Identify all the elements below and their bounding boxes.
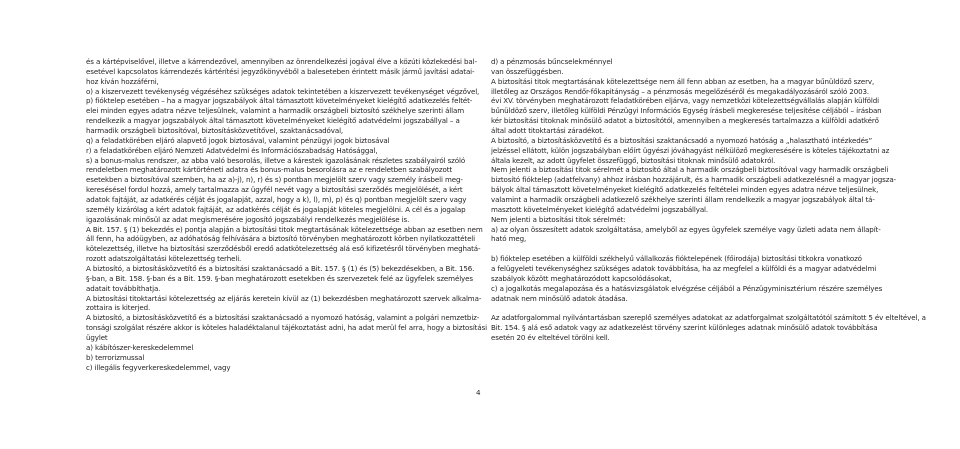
text-line: valamint a harmadik országbeli adatkezelő székhelye szerinti állam rendelkezik a magyar jogszabályok által tá- [491,195,875,205]
text-line: esetével kapcsolatos kárrendezés kártérítési jegyzőkönyvéből a baleseteben érintett másik jármű javítási adatai- [86,66,475,76]
text-line: ható meg, [491,234,527,244]
text-line: bályok által támasztott követelményeket kielégítő adatkezelés feltételei minden egyes adatra nézve teljesülnek, [491,185,879,195]
text-line: igazolásának minősül az adat megismerésére jogosító jogszabályi rendelkezés megjelölése is. [86,214,410,224]
page-number: 4 [476,388,481,397]
text-line: és a kártépviselővel, illetve a kárrendezővel, amennyiben az önrendelkezési jogával élve a közúti közlekedési bal- [86,57,477,66]
text-line: elei minden egyes adatra nézve teljesülnek, valamint a harmadik országbeli biztosító székhelye szerinti állam [86,106,465,116]
text-line: Nem jelenti a biztosítási titok sérelmét: [491,214,626,224]
text-line: van összefüggésben. [491,66,564,76]
paragraph-gap [491,303,891,313]
text-line: c) a jogalkotás megalapozása és a hatásvizsgálatok elvégzése céljából a Pénzügyminisztérium részére személyes [491,283,883,293]
text-line: zottaira is kiterjed. [86,303,151,313]
text-line: kötelezettség, illetve ha biztosítási szerződésből eredő adatkötelezettség alá eső kifizetésről törvényben meghatá- [86,244,481,254]
text-line: A Bit. 157. § (1) bekezdés e) pontja alapján a biztosítási titok megtartásának kötelezettsége abban az esetben nem [86,224,483,234]
text-line: A biztosítási titoktartási kötelezettség az eljárás keretein kívül az (1) bekezdésben meghatározott szervek alkalma- [86,293,482,303]
text-line: keresésésel fordul hozzá, amely tartalmazza az ügyfél nevét vagy a biztosítási szerződés megjelölését, a kért [86,185,463,195]
text-line: esetén 20 év elteltével törölni kell. [491,333,610,343]
text-line: adatait továbbíthatja. [86,283,161,293]
text-line: a) az olyan összesített adatok szolgáltatása, amelyből az egyes ügyfelek személye vagy üzleti adata nem állapít- [491,224,881,234]
text-line: s) a bonus-malus rendszer, az abba való besorolás, illetve a kárestek igazolásának részletes szabályairól szóló [86,155,466,165]
text-line: A biztosító, a biztosításközvetítő és a biztosítási szaktanácsadó a nyomozó hatóság a „halasztható intézkedés” [491,135,873,145]
text-line: által adott titoktartási záradékot. [491,126,604,136]
text-line: ügylet [86,333,108,343]
text-line: Bit. 154. § alá eső adatok vagy az adatkezelést törvény szerint különleges adatnak minősülő adatok továbbítása [491,323,878,333]
text-line: adatnak nem minősülő adatok átadása. [491,293,628,303]
text-line: illetőleg az Országos Rendőr-főkapitányság – a pénzmosás megelőzéséről és megakadályozásáról szóló 2003. [491,86,870,96]
text-line: masztott követelményeket kielégítő adatvédelmi jogszabállyal. [491,204,709,214]
text-line: A biztosító, a biztosításközvetítő és a biztosítási szaktanácsadó a nyomozó hatóság, valamint a polgári nemzetbiz- [86,313,480,323]
text-line: tonsági szolgálat részére akkor is köteles haladéktalanul tájékoztatást adni, ha adat merül fel arra, hogy a biztosítási [86,323,487,333]
left-column [86,57,487,373]
text-line: d) a pénzmosás bűncselekménnyel [491,57,613,66]
text-line: q) a feladatkörében eljáró alapvető jogok biztosával, valamint pénzügyi jogok biztosával [86,135,390,145]
text-line: rozott adatszolgáltatási kötelezettség terheli. [86,254,242,264]
text-line: harmadik országbeli biztosítóval, biztosításközvetítővel, szaktanácsadóval, [86,126,344,136]
text-line: c) illegális fegyverkereskedelemmel, vagy [86,362,231,372]
text-line: a) kábítószer-kereskedelemmel [86,342,194,352]
right-column [491,57,926,343]
text-line: b) fióktelep esetében a külföldi székhelyű vállalkozás fióktelepének (főirodája) biztosítási titkokra vonatkozó [491,254,862,264]
text-line: o) a kiszervezett tevékenység végzéséhez szükséges adatok tekintetében a kiszervezett tevékenységet végzővel, [86,86,480,96]
text-line: évi XV. törvényben meghatározott feladatkörében eljárva, vagy nemzetközi kötelezettségvállalás alapján külföldi [491,96,879,106]
text-line: áll fenn, ha adóügyben, az adóhatóság felhívására a biztosító törvényben meghatározott körben nyilatkozattételi [86,234,476,244]
text-line: szabályok között meghatározódott kapcsolódásokat, [491,273,672,283]
text-line: adatok fajtáját, az adatkérés célját és jogalapját, azzal, hogy a k), l), m), p) és q) pontban megjelölt szerv vagy [86,195,467,205]
text-line: A biztosítási titok megtartásának kötelezettsége nem áll fenn abban az esetben, ha a magyar bűnüldöző szerv, [491,76,875,86]
text-line: p) fióktelep esetében – ha a magyar jogszabályok által támasztott követelményeket kielégítő adatkezelés feltét- [86,96,473,106]
text-line: bűnüldöző szerv, illetőleg külföldi Pénzügyi Információs Egység írásbeli megkeresése teljesítése céljából – írásban [491,106,882,116]
text-line: esetekben a biztosítóval szemben, ha az a)-j), n), r) és s) pontban megjelölt szerv vagy személy írásbeli meg- [86,175,463,185]
text-line: Nem jelenti a biztosítási titok sérelmét a biztosító által a harmadik országbeli biztosítóval vagy harmadik országbeli [491,165,889,175]
text-line: Az adatforgalommal nyilvántartásban szereplő személyes adatokat az adatforgalmat szolgáltatótól számított 5 év elteltével, a [491,313,926,323]
text-line: általa kezelt, az adott ügyfelet összefüggő, biztosítási titoknak minősülő adatokról. [491,155,776,165]
paragraph-gap [491,244,891,254]
text-line: személy kizárólag a kért adatok fajtáját, az adatkérés célját és jogalapját köteles megjelölni. A cél és a jogalap [86,204,466,214]
text-line: §-ban, a Bit. 158. §-ban és a Bit. 159. §-ban meghatározott esetekben és szervezetek felé az ügyfelek személyes [86,273,473,283]
text-line: A biztosító, a biztosításközvetítő és a biztosítási szaktanácsadó a Bit. 157. § (1) és (5) bekezdésekben, a Bit. 156. [86,264,475,274]
text-line: hoz kíván hozzáférni, [86,76,159,86]
text-line: kér biztosítási titoknak minősülő adatot a biztosítótól, amennyiben a megkeresés tartalmazza a külföldi adatkérő [491,116,879,126]
text-line: b) terrorizmussal [86,352,145,362]
text-line: rendeletben meghatározott kártörténeti adatra és bonus-malus besorolásra az e rendeletben szabályozott [86,165,453,175]
text-line: r) a feladatkörében eljáró Nemzeti Adatvédelmi és Információszabadság Hatósággal, [86,145,378,155]
text-line: biztosító fióktelep (adatfelvany) ahhoz írásban hozzájárult, és a harmadik országbeli adatkezelésnél a magyar jogsza- [491,175,896,185]
text-line: a felügyeleti tevékenységhez szükséges adatok továbbítása, ha az megfelel a külföldi és a magyar adatvédelmi [491,264,877,274]
text-line: jelzéssel ellátott, külön jogszabályban előírt ügyészi jóváhagyást nélkülöző megkeresésére is köteles tájékoztatni az [491,145,890,155]
text-line: rendelkezik a magyar jogszabályok által támasztott követelményeket kielégítő adatvédelmi jogszabállyal – a [86,116,460,126]
